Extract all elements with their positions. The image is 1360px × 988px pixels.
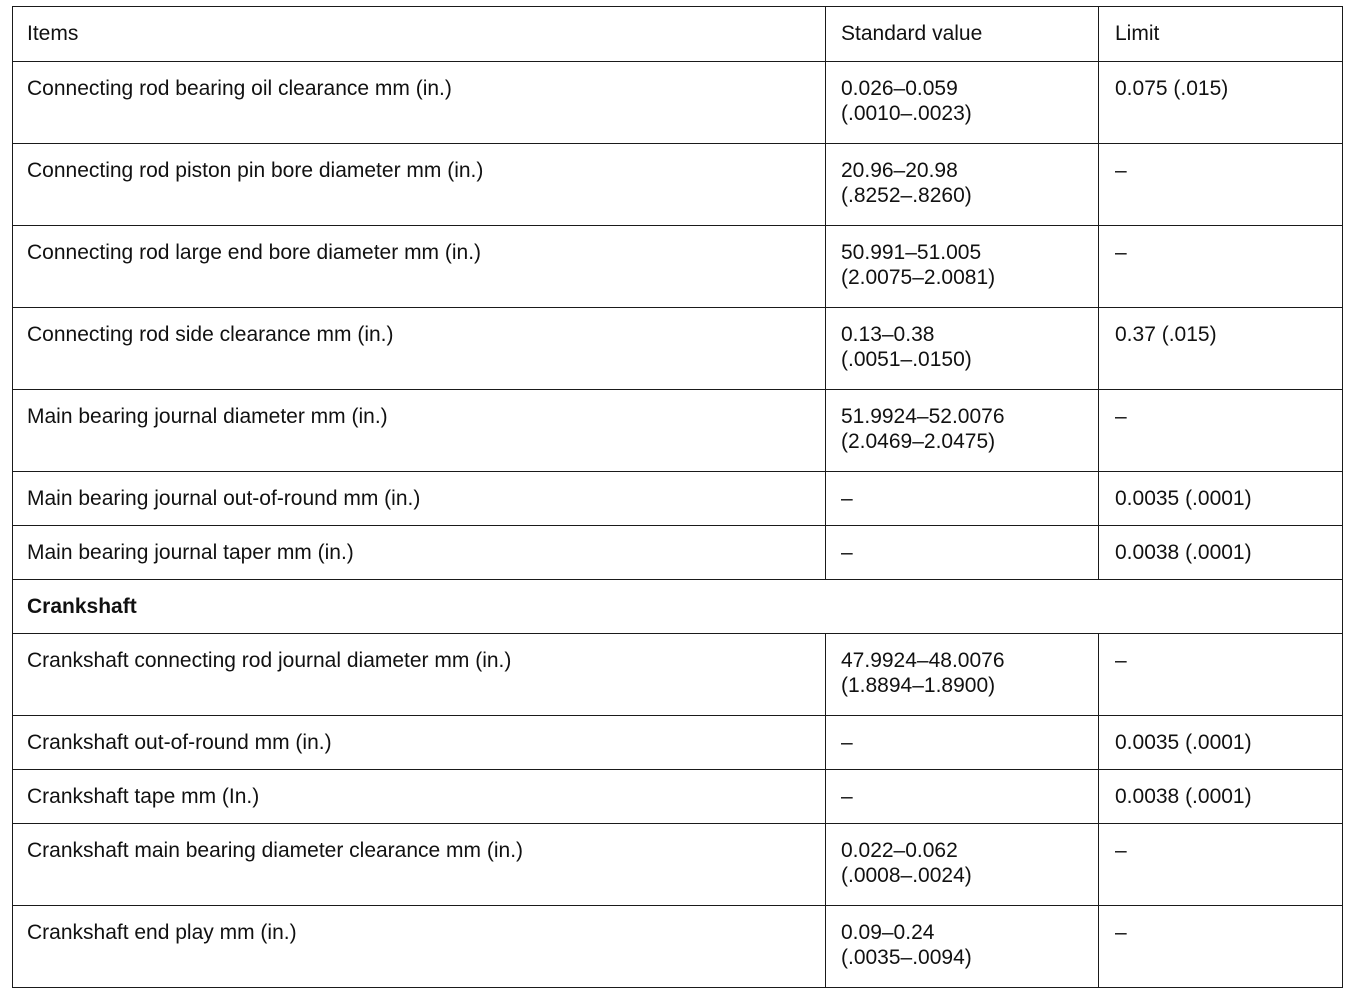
standard-value-mm: 20.96–20.98 [841,159,958,182]
standard-value-in: (.0035–.0094) [841,946,972,969]
item-cell: Crankshaft out-of-round mm (in.) [13,716,826,770]
item-cell: Main bearing journal out-of-round mm (in.) [13,472,826,526]
standard-value-mm: 51.9924–52.0076 [841,405,1005,428]
limit-cell: – [1099,906,1343,988]
limit-cell: 0.0035 (.0001) [1099,716,1343,770]
standard-value-cell [826,906,1099,988]
section-header-row [13,580,1343,634]
limit-cell: 0.37 (.015) [1099,308,1343,390]
table-row [13,472,1343,526]
standard-value-cell [826,308,1099,390]
standard-value-cell [826,390,1099,472]
standard-value-mm: 50.991–51.005 [841,241,982,264]
standard-value-mm: 0.09–0.24 [841,921,935,944]
table-row [13,226,1343,308]
table-row [13,62,1343,144]
table-row [13,824,1343,906]
standard-value-cell [826,824,1099,906]
item-cell: Connecting rod piston pin bore diameter mm (in.) [13,144,826,226]
item-cell: Crankshaft connecting rod journal diameter mm (in.) [13,634,826,716]
standard-value-cell: – [826,716,1099,770]
limit-cell: 0.075 (.015) [1099,62,1343,144]
table-row [13,308,1343,390]
limit-cell: 0.0038 (.0001) [1099,770,1343,824]
standard-value-in: (.0008–.0024) [841,864,972,887]
limit-cell: – [1099,634,1343,716]
header-limit: Limit [1099,7,1343,62]
standard-value-in: (.8252–.8260) [841,184,972,207]
item-cell: Connecting rod side clearance mm (in.) [13,308,826,390]
limit-cell: – [1099,824,1343,906]
standard-value-in: (2.0075–2.0081) [841,266,996,289]
header-items: Items [13,7,826,62]
standard-value-in: (2.0469–2.0475) [841,430,996,453]
item-cell: Connecting rod large end bore diameter mm (in.) [13,226,826,308]
table-row [13,526,1343,580]
standard-value-mm: 0.13–0.38 [841,323,935,346]
standard-value-cell [826,62,1099,144]
standard-value-cell [826,226,1099,308]
limit-cell: 0.0038 (.0001) [1099,526,1343,580]
standard-value-cell: – [826,472,1099,526]
standard-value-cell [826,634,1099,716]
standard-value-in: (1.8894–1.8900) [841,674,996,697]
table-row [13,144,1343,226]
standard-value-in: (.0010–.0023) [841,102,972,125]
header-standard-value: Standard value [826,7,1099,62]
table-row [13,770,1343,824]
standard-value-mm: 0.026–0.059 [841,77,958,100]
standard-value-mm: 47.9924–48.0076 [841,649,1005,672]
limit-cell: – [1099,226,1343,308]
item-cell: Crankshaft tape mm (In.) [13,770,826,824]
standard-value-in: (.0051–.0150) [841,348,972,371]
item-cell: Connecting rod bearing oil clearance mm (in.) [13,62,826,144]
item-cell: Main bearing journal taper mm (in.) [13,526,826,580]
item-cell: Crankshaft main bearing diameter clearance mm (in.) [13,824,826,906]
table-row [13,634,1343,716]
limit-cell: – [1099,390,1343,472]
table-row [13,716,1343,770]
item-cell: Main bearing journal diameter mm (in.) [13,390,826,472]
limit-cell: – [1099,144,1343,226]
item-cell: Crankshaft end play mm (in.) [13,906,826,988]
section-title-crankshaft: Crankshaft [13,580,1343,634]
specifications-table [12,6,1343,988]
standard-value-mm: 0.022–0.062 [841,839,958,862]
table-row [13,906,1343,988]
standard-value-cell: – [826,526,1099,580]
table-header-row [13,7,1343,62]
standard-value-cell: – [826,770,1099,824]
limit-cell: 0.0035 (.0001) [1099,472,1343,526]
standard-value-cell [826,144,1099,226]
table-row [13,390,1343,472]
